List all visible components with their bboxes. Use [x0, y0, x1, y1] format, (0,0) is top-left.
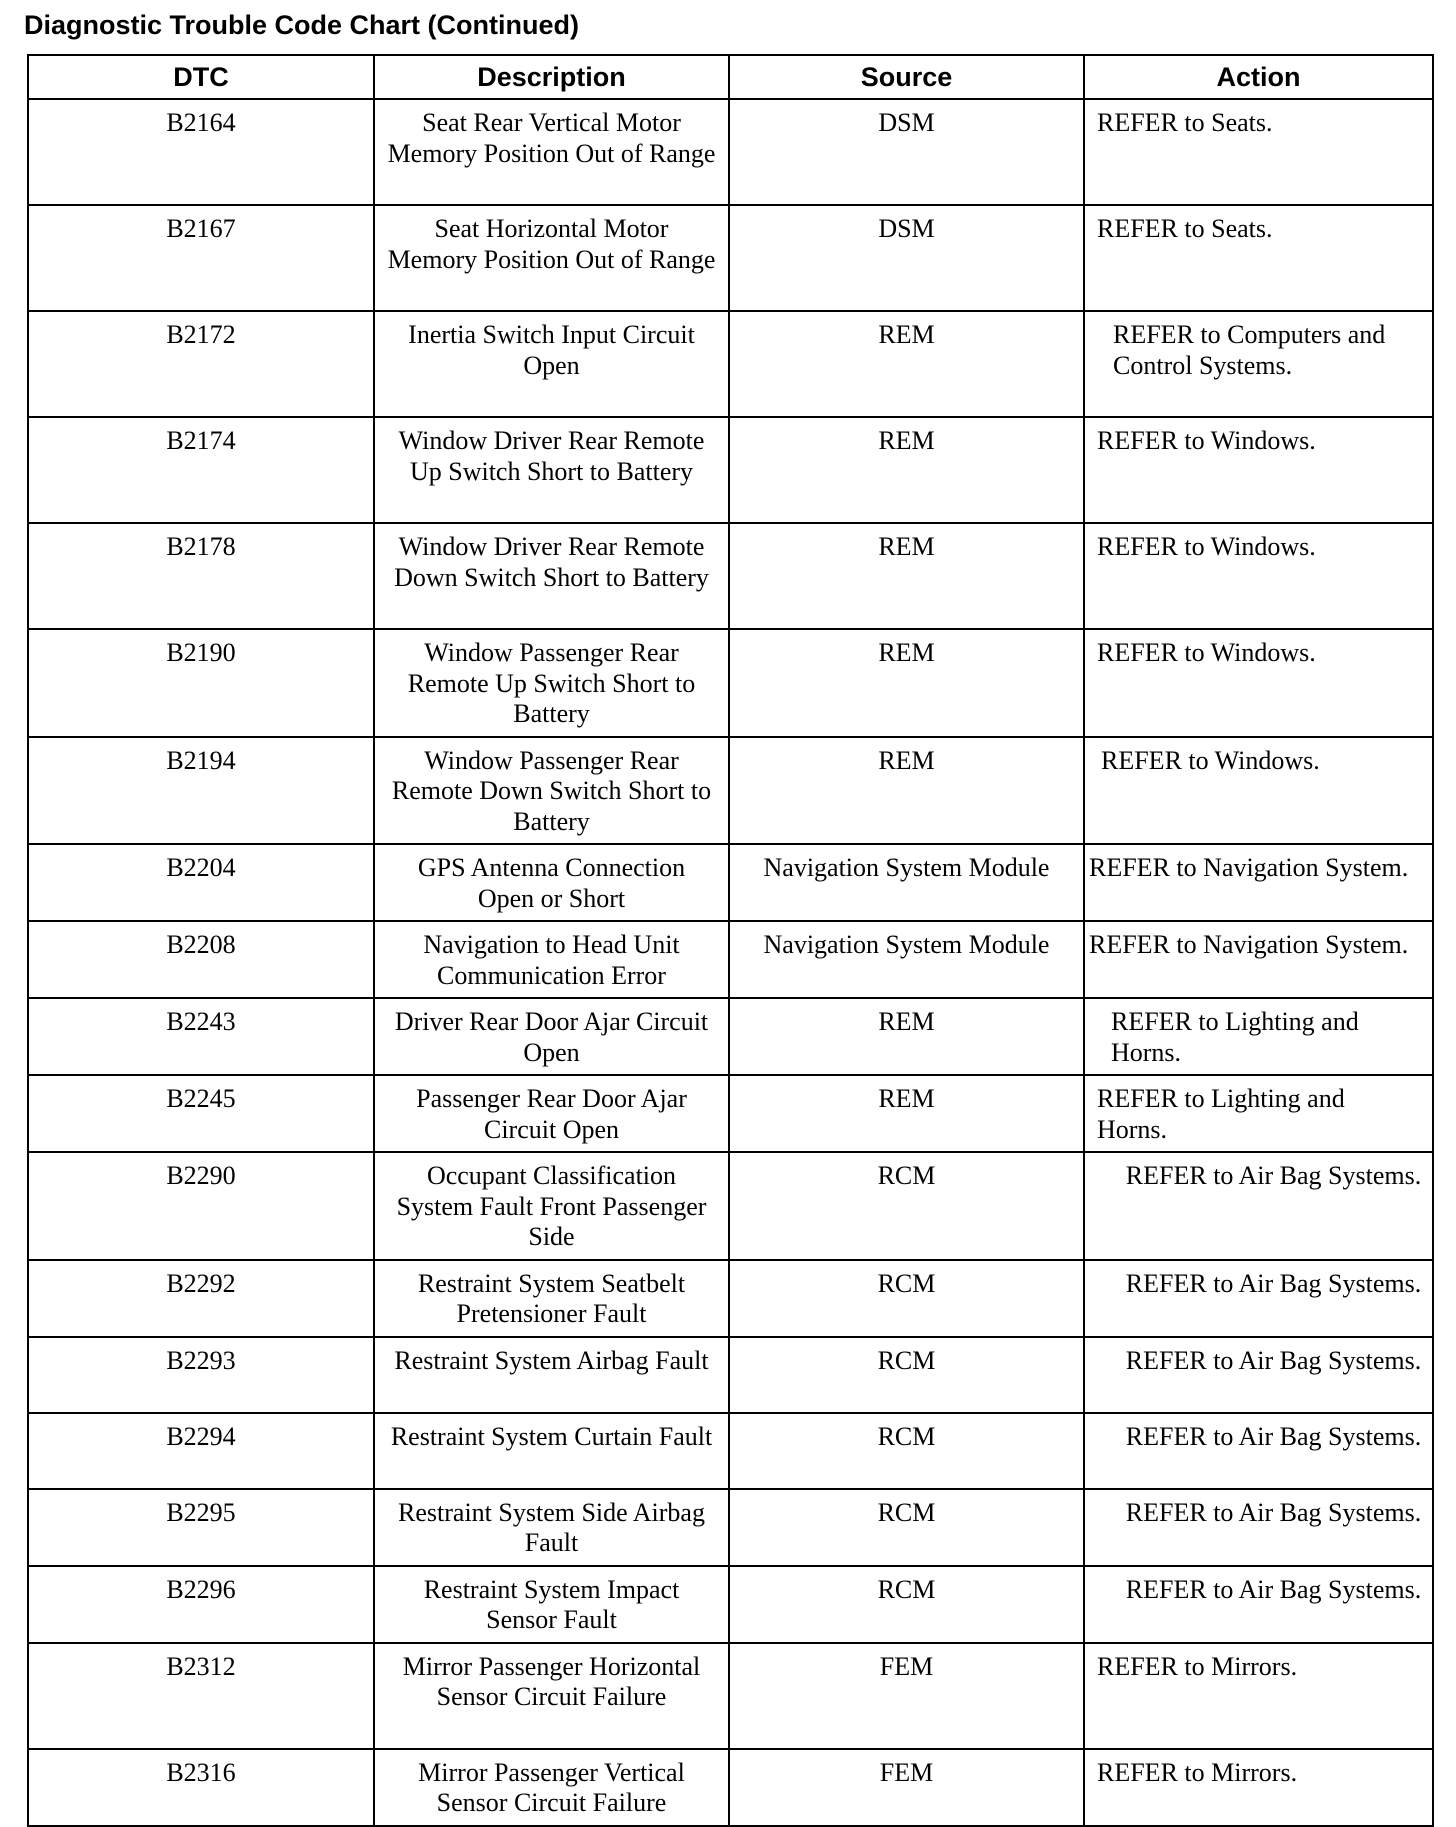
dtc-description: Mirror Passenger Horizontal Sensor Circuit Failure	[374, 1643, 729, 1749]
dtc-action: REFER to Air Bag Systems.	[1084, 1337, 1433, 1413]
table-row	[28, 311, 1433, 417]
dtc-code: B2172	[28, 311, 374, 417]
dtc-code: B2190	[28, 629, 374, 737]
table-row	[28, 629, 1433, 737]
dtc-description: Navigation to Head Unit Communication Error	[374, 921, 729, 998]
dtc-source: REM	[729, 1075, 1084, 1152]
table-row	[28, 205, 1433, 311]
dtc-action: REFER to Windows.	[1084, 523, 1433, 629]
page-title: Diagnostic Trouble Code Chart (Continued)	[24, 10, 579, 40]
dtc-description: Passenger Rear Door Ajar Circuit Open	[374, 1075, 729, 1152]
dtc-description: Restraint System Impact Sensor Fault	[374, 1566, 729, 1643]
dtc-code: B2292	[28, 1260, 374, 1337]
dtc-code: B2174	[28, 417, 374, 523]
dtc-action: REFER to Seats.	[1084, 205, 1433, 311]
dtc-source: RCM	[729, 1413, 1084, 1489]
dtc-description: Occupant Classification System Fault Front Passenger Side	[374, 1152, 729, 1260]
dtc-source: REM	[729, 311, 1084, 417]
dtc-description: Window Passenger Rear Remote Down Switch Short to Battery	[374, 737, 729, 845]
header-dtc: DTC	[28, 55, 374, 99]
dtc-action: REFER to Lighting and Horns.	[1084, 1075, 1433, 1152]
dtc-description: Restraint System Seatbelt Pretensioner Fault	[374, 1260, 729, 1337]
dtc-code: B2204	[28, 844, 374, 921]
dtc-action: REFER to Air Bag Systems.	[1084, 1413, 1433, 1489]
dtc-action: REFER to Mirrors.	[1084, 1749, 1433, 1826]
dtc-description: Seat Horizontal Motor Memory Position Out of Range	[374, 205, 729, 311]
table-row	[28, 1749, 1433, 1826]
dtc-source: Navigation System Module	[729, 921, 1084, 998]
dtc-chart-table	[27, 54, 1434, 1827]
dtc-action: REFER to Air Bag Systems.	[1084, 1489, 1433, 1566]
dtc-description: Mirror Passenger Vertical Sensor Circuit Failure	[374, 1749, 729, 1826]
table-row	[28, 1260, 1433, 1337]
table-row	[28, 1489, 1433, 1566]
dtc-action: REFER to Air Bag Systems.	[1084, 1152, 1433, 1260]
table-row	[28, 737, 1433, 845]
dtc-code: B2194	[28, 737, 374, 845]
dtc-code: B2178	[28, 523, 374, 629]
dtc-action: REFER to Air Bag Systems.	[1084, 1566, 1433, 1643]
dtc-description: Window Passenger Rear Remote Up Switch Short to Battery	[374, 629, 729, 737]
dtc-action: REFER to Navigation System.	[1084, 921, 1433, 998]
dtc-code: B2208	[28, 921, 374, 998]
dtc-code: B2312	[28, 1643, 374, 1749]
dtc-source: RCM	[729, 1260, 1084, 1337]
dtc-code: B2290	[28, 1152, 374, 1260]
table-row	[28, 921, 1433, 998]
dtc-source: RCM	[729, 1489, 1084, 1566]
dtc-code: B2295	[28, 1489, 374, 1566]
table-header-row	[28, 55, 1433, 99]
dtc-source: REM	[729, 417, 1084, 523]
table-row	[28, 417, 1433, 523]
table-row	[28, 844, 1433, 921]
dtc-source: FEM	[729, 1749, 1084, 1826]
dtc-code: B2294	[28, 1413, 374, 1489]
dtc-action: REFER to Computers and Control Systems.	[1084, 311, 1433, 417]
dtc-source: RCM	[729, 1337, 1084, 1413]
dtc-description: Window Driver Rear Remote Up Switch Short to Battery	[374, 417, 729, 523]
dtc-source: REM	[729, 737, 1084, 845]
dtc-code: B2316	[28, 1749, 374, 1826]
dtc-description: GPS Antenna Connection Open or Short	[374, 844, 729, 921]
header-description: Description	[374, 55, 729, 99]
dtc-description: Restraint System Side Airbag Fault	[374, 1489, 729, 1566]
dtc-action: REFER to Mirrors.	[1084, 1643, 1433, 1749]
table-row	[28, 998, 1433, 1075]
dtc-code: B2167	[28, 205, 374, 311]
dtc-description: Restraint System Airbag Fault	[374, 1337, 729, 1413]
dtc-description: Window Driver Rear Remote Down Switch Short to Battery	[374, 523, 729, 629]
table-row	[28, 1643, 1433, 1749]
table-row	[28, 1152, 1433, 1260]
header-action: Action	[1084, 55, 1433, 99]
dtc-source: DSM	[729, 99, 1084, 205]
dtc-action: REFER to Air Bag Systems.	[1084, 1260, 1433, 1337]
dtc-description: Seat Rear Vertical Motor Memory Position Out of Range	[374, 99, 729, 205]
dtc-action: REFER to Windows.	[1084, 737, 1433, 845]
header-source: Source	[729, 55, 1084, 99]
table-row	[28, 1566, 1433, 1643]
dtc-code: B2293	[28, 1337, 374, 1413]
table-row	[28, 523, 1433, 629]
dtc-action: REFER to Windows.	[1084, 629, 1433, 737]
table-row	[28, 1413, 1433, 1489]
dtc-code: B2245	[28, 1075, 374, 1152]
dtc-source: RCM	[729, 1152, 1084, 1260]
dtc-source: FEM	[729, 1643, 1084, 1749]
dtc-action: REFER to Windows.	[1084, 417, 1433, 523]
dtc-description: Restraint System Curtain Fault	[374, 1413, 729, 1489]
dtc-source: DSM	[729, 205, 1084, 311]
dtc-code: B2296	[28, 1566, 374, 1643]
dtc-source: REM	[729, 523, 1084, 629]
dtc-code: B2164	[28, 99, 374, 205]
dtc-source: REM	[729, 629, 1084, 737]
dtc-source: REM	[729, 998, 1084, 1075]
table-row	[28, 99, 1433, 205]
dtc-action: REFER to Navigation System.	[1084, 844, 1433, 921]
dtc-action: REFER to Seats.	[1084, 99, 1433, 205]
dtc-action: REFER to Lighting and Horns.	[1084, 998, 1433, 1075]
dtc-code: B2243	[28, 998, 374, 1075]
dtc-source: RCM	[729, 1566, 1084, 1643]
dtc-description: Inertia Switch Input Circuit Open	[374, 311, 729, 417]
table-row	[28, 1075, 1433, 1152]
table-row	[28, 1337, 1433, 1413]
dtc-description: Driver Rear Door Ajar Circuit Open	[374, 998, 729, 1075]
dtc-source: Navigation System Module	[729, 844, 1084, 921]
